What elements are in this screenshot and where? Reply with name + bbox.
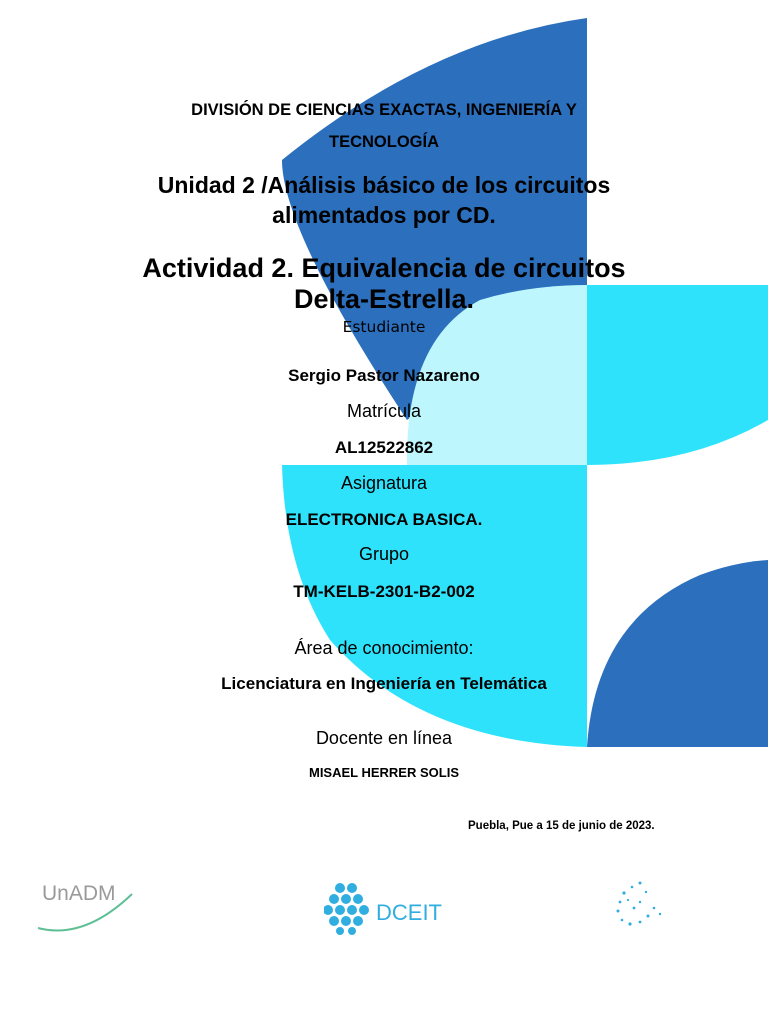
dceit-logo-graphic — [324, 876, 454, 936]
activity-title: Actividad 2. Equivalencia de circuitos Delta-Estrella. — [142, 253, 626, 314]
dceit-logo-text: DCEIT — [376, 900, 442, 925]
unadm-logo — [34, 872, 144, 938]
grupo-value: TM-KELB-2301-B2-002 — [293, 582, 475, 601]
docente-value: MISAEL HERRER SOLIS — [308, 765, 459, 780]
asignatura-value: ELECTRONICA BASICA. — [285, 510, 483, 529]
cyan-lower-half-circle — [282, 465, 587, 747]
unadm-logo-graphic — [34, 872, 144, 938]
area-value: Licenciatura en Ingeniería en Telemática — [221, 674, 547, 693]
dceit-logo — [324, 876, 454, 936]
unit-title: Unidad 2 /Análisis básico de los circuitos alimentados por CD. — [157, 172, 611, 228]
unadm-logo-text: UnADM — [42, 882, 116, 905]
docente-label: Docente en línea — [315, 728, 453, 748]
place-date: Puebla, Pue a 15 de junio de 2023. — [468, 820, 655, 832]
student-name: Sergio Pastor Nazareno — [288, 366, 480, 385]
area-label: Área de conocimiento: — [294, 638, 474, 658]
student-label: Estudiante — [342, 318, 426, 336]
dotted-logo — [610, 878, 670, 930]
dceit-hexagon-icon — [324, 883, 369, 935]
division-title: DIVISIÓN DE CIENCIAS EXACTAS, INGENIERÍA Y TECNOLOGÍA — [191, 101, 577, 151]
matricula-value: AL12522862 — [334, 438, 434, 457]
grupo-label: Grupo — [358, 544, 410, 564]
matricula-label: Matrícula — [346, 401, 422, 421]
dotted-logo-graphic — [610, 878, 670, 930]
asignatura-label: Asignatura — [340, 473, 428, 493]
